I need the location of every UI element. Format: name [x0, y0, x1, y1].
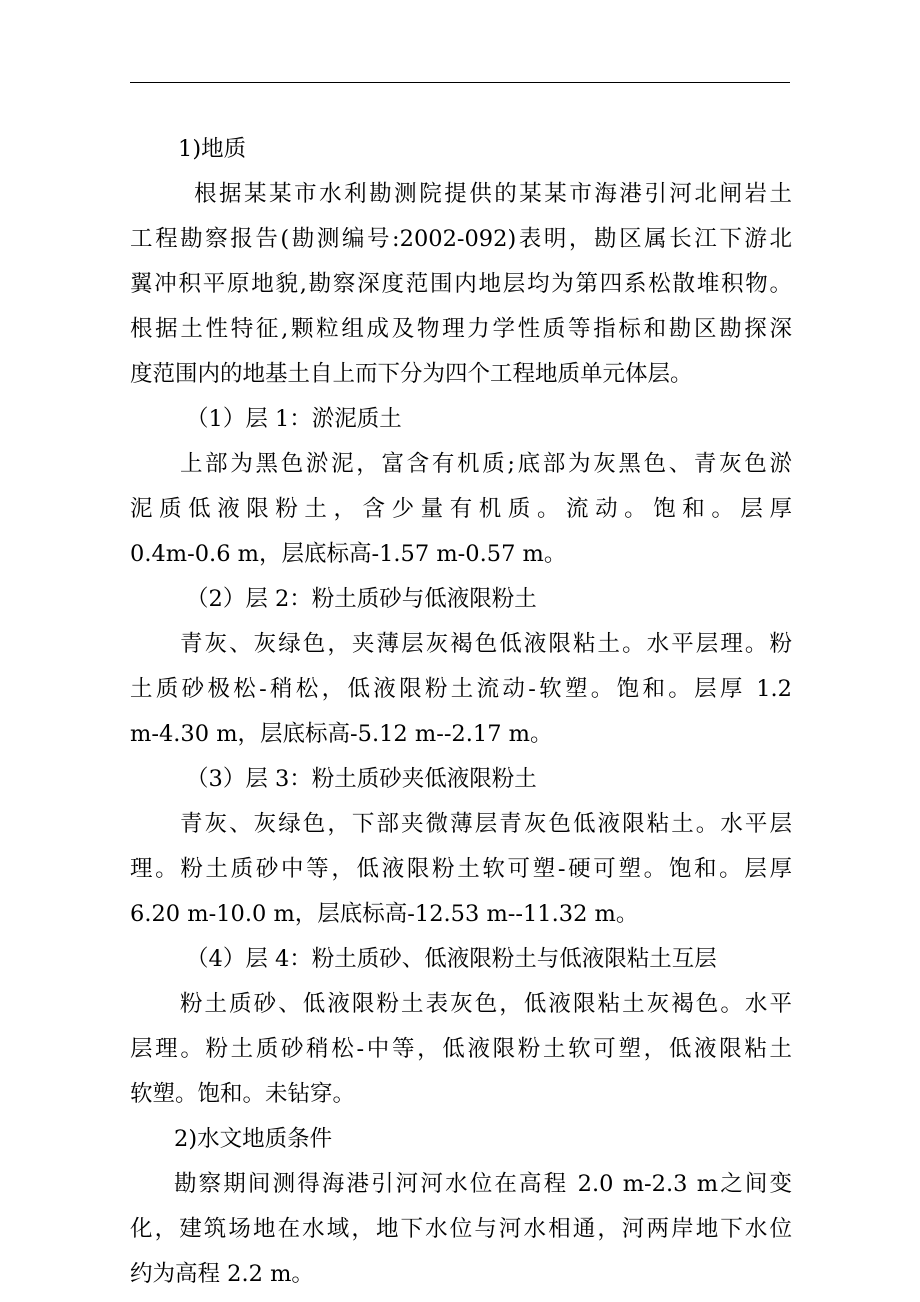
layer-title: （2）层 2：粉土质砂与低液限粉土	[186, 586, 537, 612]
paragraph-line: 工程勘察报告(勘测编号:2002-092)表明，勘区属长江下游北	[130, 226, 792, 252]
layer-desc-line: 青灰、灰绿色，下部夹微薄层青灰色低液限粘土。水平层	[180, 811, 792, 837]
paragraph-line: 化，建筑场地在水域，地下水位与河水相通，河两岸地下水位	[130, 1216, 792, 1242]
layer-desc-line: 软塑。饱和。未钻穿。	[130, 1081, 356, 1107]
layer-desc-line: 理。粉土质砂中等，低液限粉土软可塑-硬可塑。饱和。层厚	[130, 856, 792, 882]
paragraph-line: 勘察期间测得海港引河河水位在高程 2.0 m-2.3 m之间变	[174, 1171, 792, 1197]
layer-desc-line: 粉土质砂、低液限粉土表灰色，低液限粘土灰褐色。水平	[180, 991, 792, 1017]
layer-desc-line: 0.4m-0.6 m，层底标高-1.57 m-0.57 m。	[130, 541, 567, 567]
paragraph-line: 约为高程 2.2 m。	[130, 1261, 314, 1287]
layer-desc-line: 层理。粉土质砂稍松-中等，低液限粉土软可塑，低液限粘土	[130, 1036, 792, 1062]
paragraph-line: 度范围内的地基土自上而下分为四个工程地质单元体层。	[130, 361, 693, 387]
paragraph-line: 根据土性特征,颗粒组成及物理力学性质等指标和勘区勘探深	[130, 316, 792, 342]
paragraph-line: 根据某某市水利勘测院提供的某某市海港引河北闸岩土	[194, 181, 792, 207]
section-heading-hydrogeology: 2)水文地质条件	[174, 1126, 333, 1152]
layer-desc-line: 泥质低液限粉土，含少量有机质。流动。饱和。层厚	[130, 496, 792, 522]
layer-desc-line: 6.20 m-10.0 m，层底标高-12.53 m--11.32 m。	[130, 901, 639, 927]
layer-desc-line: 土质砂极松-稍松，低液限粉土流动-软塑。饱和。层厚 1.2	[130, 676, 792, 702]
layer-title: （1）层 1：淤泥质土	[186, 406, 402, 432]
section-heading-geology: 1)地质	[178, 136, 247, 162]
layer-desc-line: 青灰、灰绿色，夹薄层灰褐色低液限粘土。水平层理。粉	[180, 631, 792, 657]
paragraph-line: 翼冲积平原地貌,勘察深度范围内地层均为第四系松散堆积物。	[130, 271, 792, 297]
document-body	[130, 127, 792, 1297]
layer-title: （3）层 3：粉土质砂夹低液限粉土	[186, 766, 537, 792]
layer-desc-line: m-4.30 m，层底标高-5.12 m--2.17 m。	[130, 721, 553, 747]
layer-title: （4）层 4：粉土质砂、低液限粉土与低液限粘土互层	[186, 946, 717, 972]
layer-desc-line: 上部为黑色淤泥，富含有机质;底部为灰黑色、青灰色淤	[180, 451, 792, 477]
header-rule	[130, 82, 790, 83]
